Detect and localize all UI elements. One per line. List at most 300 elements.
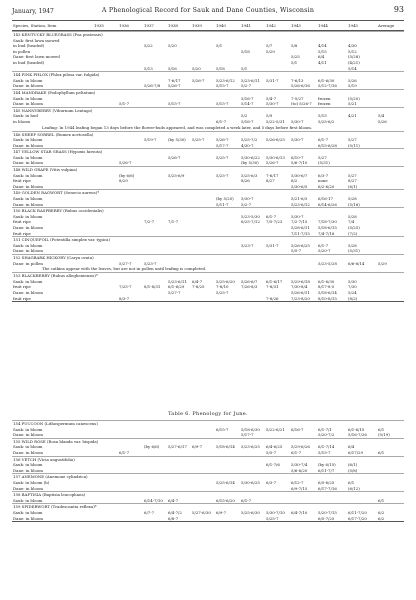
species-heading: [12, 272, 404, 279]
row-label: Dane: in bloom: [13, 142, 43, 148]
cell-value: 7/2-7: [144, 219, 155, 225]
table-row: [12, 516, 404, 522]
cell-value: 5/28: [348, 213, 357, 219]
species-name: 145 NANNYBERRY (Viburnum Lentago): [13, 107, 93, 113]
row-label: Sauk: in bloom: [13, 497, 43, 503]
species-heading: [12, 166, 404, 173]
row-label: Sauk: in bloom: [13, 196, 43, 202]
species-heading: [12, 207, 404, 214]
cell-value: 6/1-6/29: [168, 284, 185, 290]
cell-value: 5/20-7/2: [318, 432, 335, 438]
cell-value: 5/4-7: [266, 95, 277, 101]
cell-value: 5/25-7: [216, 172, 229, 178]
cell-value: 6/17-7/16: [318, 485, 337, 491]
cell-value: 7-6/17: [168, 77, 181, 83]
cell-value: 6/4-6/25: [266, 444, 283, 450]
row-label: Sauk: in bloom: [13, 242, 43, 248]
cell-value: 6/16-17: [318, 196, 334, 202]
cell-value: 5/23-6/11: [241, 77, 260, 83]
cell-value: 6/1-6/30: [318, 278, 335, 284]
row-label: Sauk: in bloom: [13, 509, 43, 515]
cell-value: 5/16-7/26: [348, 432, 367, 438]
species-name: 157 ANEMONE (Anemone cylindrica): [13, 474, 88, 480]
row-label: Dane: first lawn mowed: [13, 54, 60, 60]
row-label: fruit ripe: [13, 219, 31, 225]
species-name: 152 SHAGBARK HICKORY (Carya ovata): [13, 254, 94, 260]
cell-value: 5/23-6/11: [168, 278, 187, 284]
species-heading: [12, 131, 404, 138]
species-name: 154 PUCCOON (Lithospermum canescens): [13, 421, 98, 426]
cell-value: 6/12-7: [291, 479, 304, 485]
cell-value: 6/14-6/26: [318, 201, 337, 207]
species-name: 144 MANDRAKE (Podophyllum peltatum): [13, 89, 96, 95]
cell-value: 5/27: [348, 172, 357, 178]
cell-value: 6/6-6/14: [348, 260, 365, 266]
row-label: Dane: in bloom: [13, 160, 43, 166]
row-label: in bloom: [13, 118, 31, 124]
page-title: A Phenological Record for Sauk and Dane Counties, Wisconsin: [101, 7, 315, 14]
cell-value: 5/23-7: [144, 260, 157, 266]
cell-value: 6/4: [318, 54, 325, 60]
cell-value: 5/30-6/5: [291, 183, 308, 189]
row-label: Dane: in bloom: [13, 183, 43, 189]
cell-value: 6/5-6/25: [318, 479, 335, 485]
cell-value: (5/25): [348, 225, 360, 230]
cell-value: 5/23-5/30: [241, 213, 260, 219]
cell-value: 6/1: [348, 479, 355, 485]
cell-value: 6/17/29: [348, 449, 363, 455]
cell-value: 5/1-7: [119, 101, 130, 107]
page-header: [12, 4, 404, 18]
cell-value: 5/25-6/14: [216, 479, 235, 485]
cell-value: 6/1-7: [291, 449, 302, 455]
species-name: 146 SHEEP SORREL (Rumex acetosella): [13, 131, 94, 137]
column-header: 1941: [241, 23, 251, 28]
cell-value: 6/1-7: [266, 213, 277, 219]
cell-value: 5/14-7: [241, 101, 254, 107]
cell-value: 5/26: [378, 118, 387, 124]
species-name: 147 YELLOW STAR GRASS (Hypoxis hirsuta): [13, 149, 103, 155]
row-label: Sauk: first lawn mowed: [13, 37, 60, 43]
cell-value: 6/5-7/25: [318, 515, 335, 521]
cell-value: 5/20: [168, 43, 177, 49]
cell-value: 5/15: [318, 48, 327, 54]
cell-value: 5/9: [266, 113, 273, 119]
species-heading: [12, 89, 404, 96]
cell-value: 8/27: [266, 178, 275, 184]
cell-value: (by 5/20): [216, 196, 234, 202]
row-label: Sauk: in bloom: [13, 278, 43, 284]
cell-value: 5/22-5/31: [266, 118, 285, 124]
cell-value: 5/8: [291, 43, 298, 49]
cell-value: 5/22: [144, 43, 153, 49]
cell-value: 5/16-7: [241, 118, 254, 124]
cell-value: 5/15-7: [168, 101, 181, 107]
cell-value: 5/21-6/3: [291, 196, 308, 202]
cell-value: 5/1: [216, 43, 223, 49]
column-header: 1936: [119, 23, 129, 28]
row-label: Sauk: in bloom (b): [13, 479, 50, 485]
cell-value: 5/23-6/25: [241, 444, 260, 450]
cell-value: 5/27-6/17: [168, 444, 187, 450]
cell-value: 5/25-7: [192, 137, 205, 143]
cell-value: 7/4-7/18: [318, 230, 335, 236]
species-name: 151 CINQUEFOIL (Potentilla simplex var. typica): [13, 237, 111, 243]
row-label: Dane: in bloom: [13, 515, 43, 521]
cell-value: 5/14: [348, 65, 357, 71]
note-text: Leafing: In 1944 leafing began 13 days before the flower-buds appeared, and was completed a week later, and 5 days before first bloom.: [42, 124, 313, 130]
cell-value: 6/1-7/6: [266, 462, 280, 468]
cell-value: 7-6/13: [291, 77, 304, 83]
row-label: Dane: in bloom: [13, 432, 43, 438]
row-label: Dane: in bloom: [13, 449, 43, 455]
cell-value: 5/5-7: [291, 248, 302, 254]
cell-value: (by 6/15): [318, 462, 336, 468]
table-bottom-rule: [12, 521, 404, 522]
cell-value: 7-6/17: [266, 172, 279, 178]
cell-value: 5/15-7: [216, 101, 229, 107]
cell-value: 5/23-7: [241, 242, 254, 248]
cell-value: 5/25-7: [216, 154, 229, 160]
cell-value: 6/1-7: [318, 242, 329, 248]
cell-value: 7/18-7/30: [318, 219, 337, 225]
cell-value: 5/30-7/4: [291, 462, 308, 468]
cell-value: 5/26-6/11: [291, 289, 310, 295]
cell-value: (5/11): [348, 142, 360, 148]
table-bottom-rule: [12, 301, 404, 302]
species-name: 150 BLACK RASPBERRY (Rubus occidentalis): [13, 208, 104, 214]
species-name: 155 WILD ROSE (Rosa blanda var. hispida): [13, 438, 99, 444]
column-header: 1938: [168, 23, 178, 28]
column-header: 1935: [94, 23, 104, 28]
cell-value: 5/31-7: [266, 242, 279, 248]
cell-value: 5/18-6/30: [241, 426, 260, 432]
species-name: 143 KENTUCKY BLUEGRASS (Poa pratensis): [13, 32, 103, 37]
cell-value: 5/25-6/9: [168, 172, 185, 178]
species-heading: [12, 148, 404, 155]
cell-value: 6/17-7/20: [348, 515, 367, 521]
cell-value: 5/28: [348, 196, 357, 202]
cell-value: 5/1: [291, 59, 298, 65]
cell-value: 6/8-7: [168, 515, 179, 521]
cell-value: 5/18-6/14: [216, 444, 235, 450]
row-label: Dane: in bloom: [13, 289, 43, 295]
row-label: Sauk: in bloom: [13, 213, 43, 219]
cell-value: 5/30-7: [291, 137, 304, 143]
cell-value: 5/25-7/2: [241, 137, 258, 143]
cell-value: 5/6-6/20: [291, 467, 308, 473]
cell-value: 7/2-7/15: [291, 219, 308, 225]
cell-value: 5/19: [348, 83, 357, 89]
cell-value: 7/11-7/15: [291, 230, 310, 236]
cell-value: 4/21: [348, 113, 357, 119]
cell-value: 5/2-7: [241, 201, 252, 207]
cell-value: 5/18: [216, 65, 225, 71]
cell-value: 5/30-7: [266, 101, 279, 107]
column-header: 1944: [318, 23, 328, 28]
cell-value: 6/11-7/20: [348, 509, 367, 515]
cell-value: 5/16-7: [241, 95, 254, 101]
table-row: [12, 296, 404, 302]
species-heading: [12, 31, 404, 38]
cell-value: 8/1-8/31: [144, 284, 161, 290]
cell-value: (5/31): [348, 248, 360, 254]
cell-value: 5/20: [192, 65, 201, 71]
row-label: Sauk: in bloom: [13, 426, 43, 432]
cell-value: 7-8/10: [216, 284, 229, 290]
phenology-table-may: [12, 20, 404, 302]
page-date: January, 1947: [12, 8, 54, 15]
cell-value: (7/2): [348, 230, 358, 236]
cell-value: 6/9-7: [216, 509, 227, 515]
cell-value: 5/25-6/3: [241, 172, 258, 178]
cell-value: 5/28-6/11: [291, 225, 310, 230]
row-label: Sauk: in bloom: [13, 137, 43, 143]
cell-value: 6/1-6/30: [318, 77, 335, 83]
cell-value: 7/26-8/3: [241, 284, 258, 290]
cell-value: 5/26-6/25: [266, 137, 285, 143]
cell-value: 8/27: [348, 178, 357, 184]
column-header: 1945: [348, 23, 358, 28]
cell-value: none: [318, 178, 328, 184]
row-label: Dane: in bloom: [13, 83, 43, 89]
cell-value: 5/26-6/16: [291, 83, 310, 89]
cell-value: 5/27-7: [168, 289, 181, 295]
cell-value: 5/12: [348, 48, 357, 54]
cell-value: 6/4-7: [192, 278, 203, 284]
row-label: Sauk: in bloom: [13, 444, 43, 450]
cell-value: 5/17-7: [241, 432, 254, 438]
cell-value: 6/1-7: [119, 449, 130, 455]
cell-value: 5/15-7: [216, 83, 229, 89]
cell-value: 5/2-7: [241, 83, 252, 89]
cell-value: 5/26-7: [119, 160, 132, 166]
cell-value: 7/1-7: [168, 219, 179, 225]
cell-value: 5/18-6/14: [318, 289, 337, 295]
cell-value: 5/20-7/15: [318, 509, 337, 515]
cell-value: 4/14: [318, 43, 327, 49]
cell-value: 5/25-6/20: [216, 278, 235, 284]
cell-value: 5/25-7: [266, 515, 279, 521]
cell-value: (6/1): [348, 183, 358, 189]
column-header: Average: [378, 23, 395, 28]
species-name: 159 SPIDERWORT (Tradescantia reflexa)*: [13, 504, 97, 510]
species-heading: [12, 473, 404, 480]
cell-value: frozen: [318, 101, 331, 107]
cell-value: 5/25: [291, 54, 300, 60]
cell-value: 4/11: [318, 59, 327, 65]
species-heading: [12, 71, 404, 78]
cell-value: 5/23-6/12: [216, 77, 235, 83]
species-name: 149 GOLDEN RAGWORT (Senecio aureus)*: [13, 190, 100, 196]
cell-value: 5/29-6/26: [291, 444, 310, 450]
species-heading: [12, 438, 404, 445]
cell-value: 5/26-6/25: [291, 242, 310, 248]
species-name: 144 PINK PHLOX (Phlox pilosa var. fulgida): [13, 72, 100, 78]
row-label: fruit ripe: [13, 178, 31, 184]
cell-value: 5/15: [318, 113, 327, 119]
cell-value: 6/1-7: [318, 137, 329, 143]
cell-value: 6/11-7/7: [318, 467, 335, 473]
cell-value: 8/3-7: [119, 295, 130, 301]
cell-value: 8/29: [119, 178, 128, 184]
cell-value: 5/27-6/30: [192, 509, 211, 515]
cell-value: 5/24: [348, 289, 357, 295]
cell-value: 5/25-6/30: [241, 509, 260, 515]
row-label: Sauk: in bloom: [13, 462, 43, 468]
cell-value: 6/4: [348, 444, 355, 450]
cell-value: 5/30-7: [291, 118, 304, 124]
cell-value: 5/2: [241, 113, 248, 119]
cell-value: 6/1-6/17: [266, 278, 283, 284]
cell-value: 5/12-7/16: [318, 83, 337, 89]
row-label: in bud (headed): [13, 43, 45, 49]
cell-value: 6/14-7/10: [144, 497, 163, 503]
species-heading: [12, 254, 404, 261]
cell-value: 5/29: [378, 260, 387, 266]
cell-value: 5/29-6/18: [291, 278, 310, 284]
cell-value: 6/2: [378, 509, 385, 515]
cell-value: 6/1-7: [241, 497, 252, 503]
cell-value: 5/26-7: [168, 83, 181, 89]
cell-value: 5/11-7: [216, 201, 229, 207]
cell-value: 5/15-7: [318, 449, 331, 455]
cell-value: 5/4: [378, 113, 385, 119]
cell-value: 5/6-7/10: [291, 160, 308, 166]
page-number: 93: [393, 5, 404, 14]
note-text: The catkins appear with the leaves, but are not in pollen until leafing is completed.: [42, 266, 207, 272]
cell-value: 5/26-7/8: [144, 83, 161, 89]
cell-value: 5/27: [348, 137, 357, 143]
cell-value: (by 6/6): [119, 172, 135, 178]
cell-value: 6/15-7: [216, 426, 229, 432]
species-name: 156 VETCH (Vicia angustifolia): [13, 456, 75, 462]
species-heading: [12, 107, 404, 114]
cell-value: 5/30-6/22: [241, 154, 260, 160]
column-header: 1937: [144, 23, 154, 28]
cell-value: 6/1: [378, 497, 385, 503]
row-label: Sauk: in bloom: [13, 172, 43, 178]
cell-value: 7-5/27: [291, 95, 304, 101]
cell-value: 7-8/26: [266, 295, 279, 301]
column-header: 1943: [291, 23, 301, 28]
cell-value: 7-8/31: [266, 284, 279, 290]
cell-value: 5/7: [266, 43, 273, 49]
cell-value: 5/26-7: [216, 137, 229, 143]
cell-value: (5/28): [348, 54, 360, 60]
cell-value: 6/16-7: [291, 426, 304, 432]
cell-value: 6/3-7: [266, 479, 277, 485]
species-name: 148 WILD GRAPE (Vitis vulpina): [13, 167, 78, 173]
cell-value: (6/12): [348, 485, 360, 491]
cell-value: (by 6/6): [144, 444, 160, 450]
row-label: Dane: in bloom: [13, 248, 43, 254]
cell-value: 8/26: [241, 178, 250, 184]
cell-value: 5/30-7: [241, 196, 254, 202]
cell-value: 6/1-7: [216, 118, 227, 124]
cell-value: 6/25-7/12: [241, 219, 260, 225]
species-heading: [12, 189, 404, 196]
cell-value: (by 5/30): [241, 160, 259, 166]
cell-value: (5/31): [318, 160, 330, 166]
cell-value: (to) 5/26-7: [291, 101, 312, 107]
column-header: 1942: [266, 23, 276, 28]
species-heading: [12, 456, 404, 463]
cell-value: 7/23-8/20: [291, 295, 310, 301]
row-label: Sauk: in bloom: [13, 77, 43, 83]
cell-value: 5/23-5/28: [318, 260, 337, 266]
cell-value: (8/2): [348, 295, 358, 301]
cell-value: 8/2: [291, 178, 298, 184]
cell-value: 5/26-7: [192, 77, 205, 83]
cell-value: 4/30-7: [241, 142, 254, 148]
cell-value: (5/20): [348, 95, 360, 101]
cell-value: 8/10-8/15: [318, 295, 337, 301]
cell-value: (4/21): [348, 59, 360, 65]
row-label: fruit ripe: [13, 230, 31, 236]
row-label: fruit ripe: [13, 295, 31, 301]
cell-value: 5/30: [348, 278, 357, 284]
cell-value: 5/27-7: [119, 260, 132, 266]
cell-value: 6/2-6/20: [318, 183, 335, 189]
row-label: Dane: in bloom: [13, 201, 43, 207]
cell-value: 6/15-6/28: [318, 142, 337, 148]
cell-value: 5/30-7/10: [266, 509, 285, 515]
cell-value: 5/30-7: [291, 213, 304, 219]
cell-value: 7-8/25: [192, 284, 205, 290]
cell-value: 5/30-6/13: [266, 154, 285, 160]
cell-value: 5/5-7: [266, 449, 277, 455]
cell-value: 8/17-8-5: [318, 284, 335, 290]
species-heading: [12, 420, 404, 427]
cell-value: 7/30: [348, 284, 357, 290]
cell-value: 5/29: [266, 48, 275, 54]
cell-value: 6/9-7/15: [291, 485, 308, 491]
column-header: Species, Station, Item: [13, 23, 57, 28]
cell-value: 6/4-7/10: [291, 509, 308, 515]
cell-value: 5/1: [241, 65, 248, 71]
cell-value: (6/1): [348, 462, 358, 468]
cell-value: 5/26-7: [266, 160, 279, 166]
cell-value: (by 5/30): [168, 137, 186, 143]
cell-value: 6/9-7: [192, 444, 203, 450]
cell-value: 5/25-7: [216, 289, 229, 295]
cell-value: 6/1-7/14: [318, 444, 335, 450]
cell-value: 5/19-7: [144, 137, 157, 143]
cell-value: 5/18-6/15: [318, 225, 337, 230]
cell-value: 6/4-7/2: [168, 509, 182, 515]
row-label: Sauk: in bloom: [13, 154, 43, 160]
cell-value: 6/1: [378, 426, 385, 432]
species-name: 158 BAPTISIA (Baptisia leucophaea): [13, 492, 86, 498]
cell-value: 6/15-6/20: [216, 497, 235, 503]
column-header-row: [12, 20, 404, 31]
cell-value: 5/28: [348, 242, 357, 248]
species-heading: [12, 491, 404, 498]
cell-value: 5/13: [144, 65, 153, 71]
cell-value: 6/1-6/15: [348, 426, 365, 432]
cell-value: 6/1: [378, 449, 385, 455]
row-label: fruit ripe: [13, 284, 31, 290]
species-heading: [12, 503, 404, 510]
cell-value: 5/26: [348, 77, 357, 83]
cell-value: 6/1-7/1: [318, 426, 332, 432]
cell-value: 5/20-7: [318, 248, 331, 254]
cell-value: 5/27: [318, 154, 327, 160]
cell-value: 5/31-7: [266, 77, 279, 83]
cell-value: 7/25-7: [119, 284, 132, 290]
cell-value: 5/26-7: [168, 154, 181, 160]
